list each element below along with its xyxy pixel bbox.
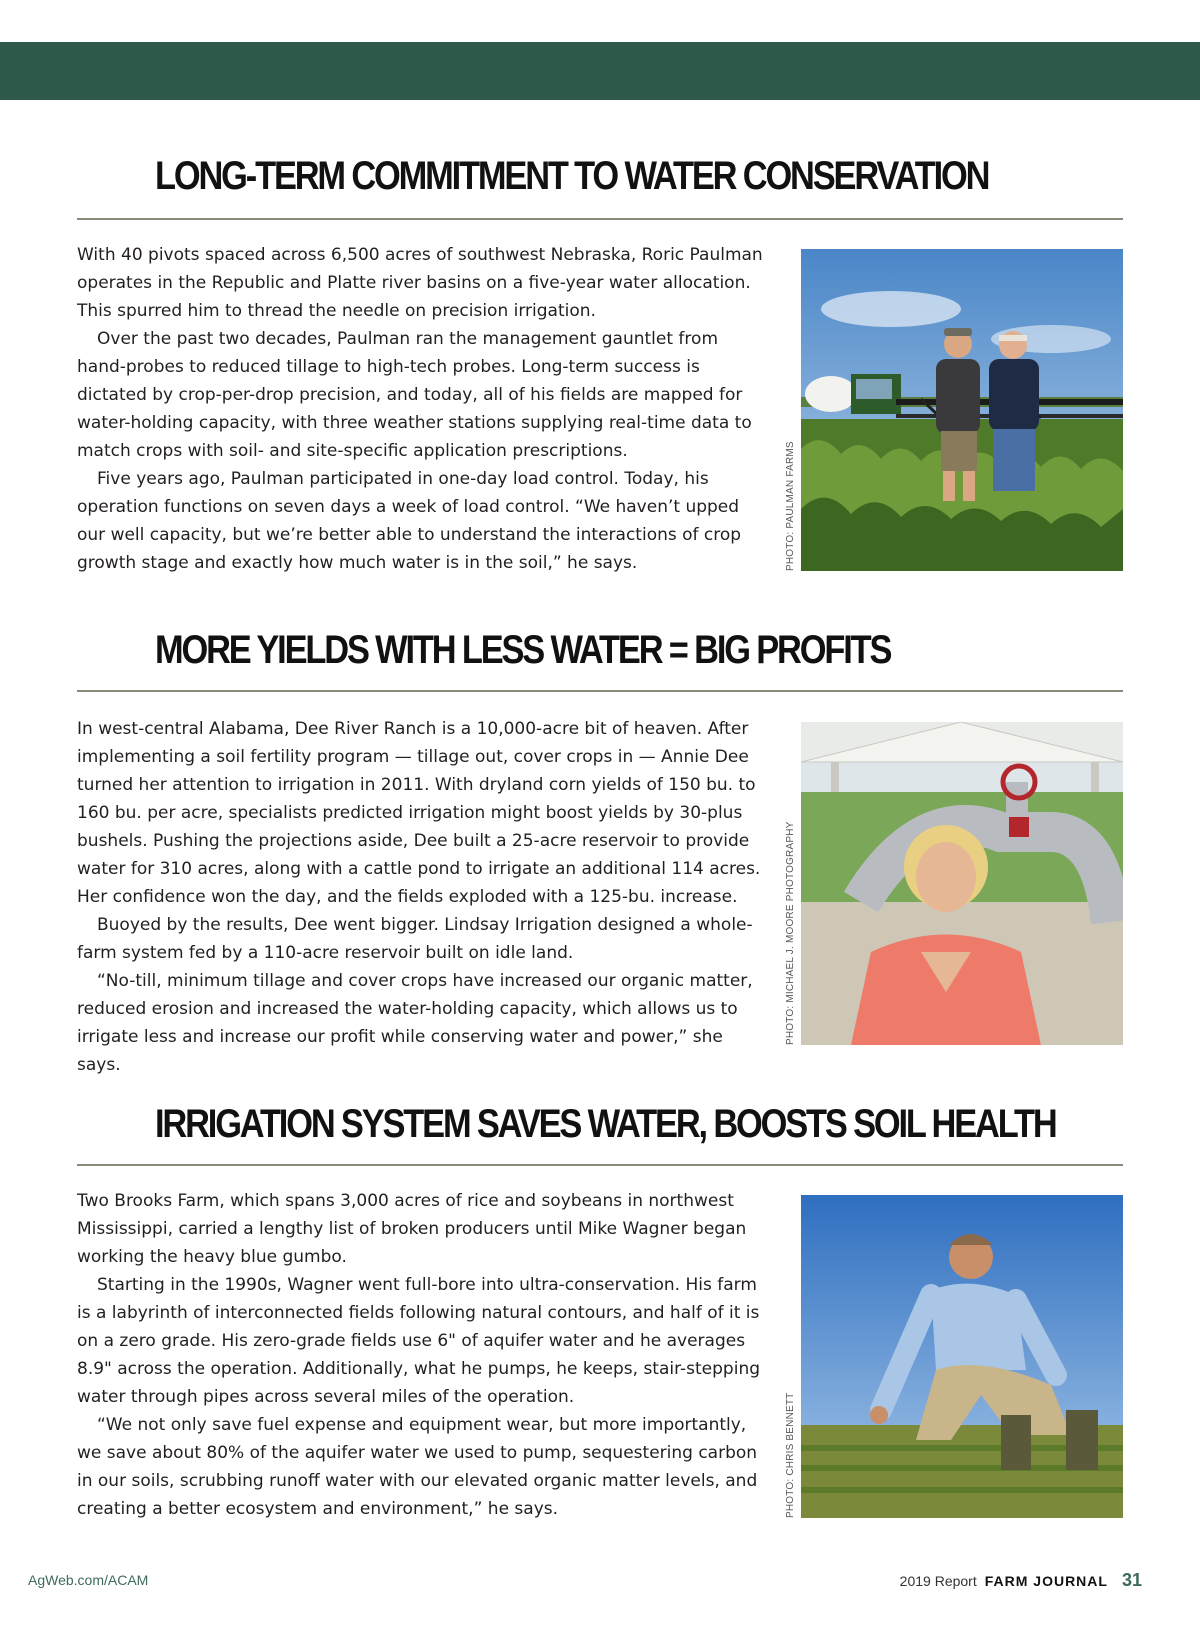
section-divider bbox=[77, 1164, 1123, 1166]
article-body-wagner bbox=[77, 1187, 767, 1523]
footer-brand: FARM JOURNAL bbox=[984, 1573, 1108, 1589]
photo-credit: PHOTO: PAULMAN FARMS bbox=[785, 441, 796, 571]
paragraph: Five years ago, Paulman participated in one-day load control. Today, his operation functions on seven days a week of load control. “We haven’t upped our well capacity, but we’re better able to understand the interactions of crop growth stage and exactly how much water is in the soil,” he says. bbox=[77, 469, 742, 573]
paragraph: In west-central Alabama, Dee River Ranch is a 10,000-acre bit of heaven. After implementing a soil fertility program — tillage out, cover crops in — Annie Dee turned her attention to irrigation in 2011. With dryland corn yields of 150 bu. to 160 bu. per acre, specialists predicted irrigation might boost yields by 30-plus bushels. Pushing the projections aside, Dee built a 25-acre reservoir to provide water for 310 acres, along with a cattle pond to irrigate an additional 114 acres. Her confidence won the day, and the fields exploded with a 125-bu. increase. bbox=[77, 719, 761, 907]
paragraph: “We not only save fuel expense and equipment wear, but more importantly, we save about 80% of the aquifer water we used to pump, sequestering carbon in our soils, scrubbing runoff water with our elevated organic matter levels, and creating a better ecosystem and environment,” he says. bbox=[77, 1415, 758, 1519]
paragraph: “No-till, minimum tillage and cover crops have increased our organic matter, reduced erosion and increased the water-holding capacity, which allows us to irrigate less and increase our profit while conserving water and power,” she says. bbox=[77, 971, 753, 1075]
section-divider bbox=[77, 690, 1123, 692]
section-heading-water-conservation: LONG-TERM COMMITMENT TO WATER CONSERVATION bbox=[155, 154, 989, 198]
photo-paulman-farm bbox=[801, 249, 1123, 571]
footer-website: AgWeb.com/ACAM bbox=[28, 1572, 149, 1588]
paragraph: Over the past two decades, Paulman ran the management gauntlet from hand-probes to reduced tillage to high-tech probes. Long-term success is dictated by crop-per-drop precision, and today, all of his fields are mapped for water-holding capacity, with three weather stations supplying real-time data to match crops with soil- and site-specific application prescriptions. bbox=[77, 329, 752, 461]
footer-publication bbox=[900, 1570, 1142, 1591]
section-heading-irrigation-soil-health: IRRIGATION SYSTEM SAVES WATER, BOOSTS SOIL HEALTH bbox=[155, 1102, 1056, 1146]
paragraph: Buoyed by the results, Dee went bigger. Lindsay Irrigation designed a whole-farm system fed by a 110-acre reservoir built on idle land. bbox=[77, 915, 753, 963]
photo-credit: PHOTO: MICHAEL J. MOORE PHOTOGRAPHY bbox=[785, 821, 796, 1045]
section-divider bbox=[77, 218, 1123, 220]
article-body-dee bbox=[77, 715, 767, 1079]
photo-image bbox=[801, 249, 1123, 571]
article-body-paulman bbox=[77, 241, 767, 577]
section-heading-yields-profits: MORE YIELDS WITH LESS WATER = BIG PROFITS bbox=[155, 628, 891, 672]
paragraph: Two Brooks Farm, which spans 3,000 acres of rice and soybeans in northwest Mississippi, carried a lengthy list of broken producers until Mike Wagner began working the heavy blue gumbo. bbox=[77, 1191, 747, 1267]
photo-image bbox=[801, 722, 1123, 1045]
footer-report: 2019 Report bbox=[899, 1573, 977, 1589]
photo-image bbox=[801, 1195, 1123, 1518]
photo-dee-river-ranch bbox=[801, 722, 1123, 1045]
photo-two-brooks-farm bbox=[801, 1195, 1123, 1518]
page-number: 31 bbox=[1121, 1570, 1142, 1590]
top-banner-bar bbox=[0, 42, 1200, 100]
photo-credit: PHOTO: CHRIS BENNETT bbox=[785, 1392, 796, 1518]
paragraph: With 40 pivots spaced across 6,500 acres of southwest Nebraska, Roric Paulman operates in the Republic and Platte river basins on a five-year water allocation. This spurred him to thread the needle on precision irrigation. bbox=[77, 245, 763, 321]
paragraph: Starting in the 1990s, Wagner went full-bore into ultra-conservation. His farm is a labyrinth of interconnected fields following natural contours, and half of it is on a zero grade. His zero-grade fields use 6" of aquifer water and he averages 8.9" across the operation. Additionally, what he pumps, he keeps, stair-stepping water through pipes across several miles of the operation. bbox=[77, 1275, 761, 1407]
